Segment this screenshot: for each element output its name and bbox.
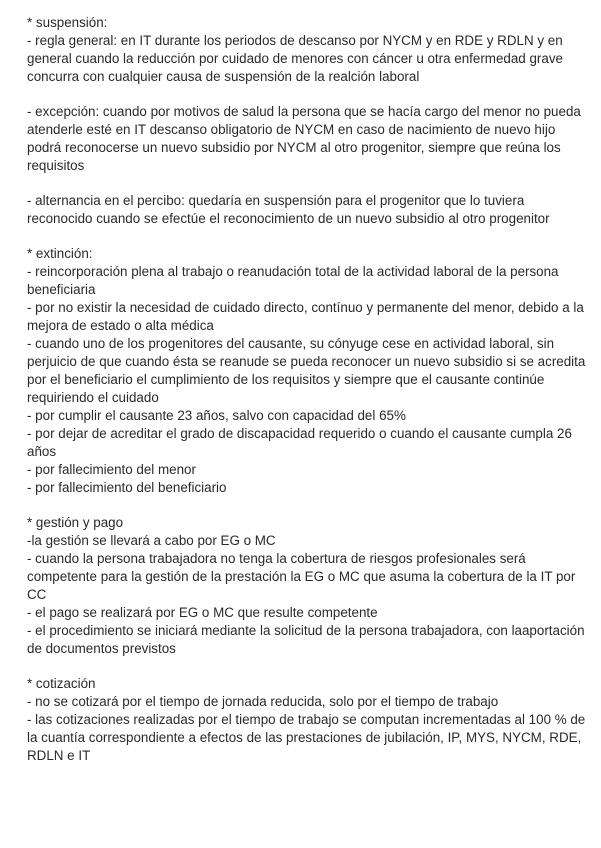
paragraph-line: - por cumplir el causante 23 años, salvo con capacidad del 65% (27, 408, 406, 423)
section-heading: * cotización (27, 676, 96, 691)
paragraph-line: - cuando uno de los progenitores del causante, su cónyuge cese en actividad laboral, sin perjuicio de que cuando ésta se reanude se pueda reconocer un nuevo subsidio si se acredita por el beneficiario el cumplimiento de los requisitos y siempre que el causante continúe requiriendo el cuidado (27, 336, 586, 405)
section-cotizacion (27, 675, 587, 765)
paragraph-line: - por dejar de acreditar el grado de discapacidad requerido o cuando el causante cumpla 26 años (27, 426, 572, 459)
paragraph-group (27, 532, 587, 658)
paragraph-group (27, 693, 587, 765)
section-heading: * suspensión: (27, 15, 108, 30)
section-suspension (27, 14, 587, 228)
paragraph-line: - el procedimiento se iniciará mediante la solicitud de la persona trabajadora, con laaportación de documentos previstos (27, 623, 585, 656)
paragraph-line: - por no existir la necesidad de cuidado directo, contínuo y permanente del menor, debido a la mejora de estado o alta médica (27, 300, 584, 333)
paragraph-group (27, 32, 587, 86)
paragraph-line: - reincorporación plena al trabajo o reanudación total de la actividad laboral de la persona beneficiaria (27, 264, 559, 297)
section-heading: * gestión y pago (27, 515, 124, 530)
paragraph-line: - excepción: cuando por motivos de salud la persona que se hacía cargo del menor no pueda atenderle esté en IT descanso obligatorio de NYCM en caso de nacimiento de nuevo hijo podrá reconocerse un nuevo subsidio por NYCM al otro progenitor, siempre que reúna los requisitos (27, 104, 581, 173)
section-extincion (27, 245, 587, 497)
paragraph-line: - cuando la persona trabajadora no tenga la cobertura de riesgos profesionales será competente para la gestión de la prestación la EG o MC que asuma la cobertura de la IT por CC (27, 551, 576, 602)
paragraph-line: - por fallecimiento del menor (27, 462, 196, 477)
section-gestion-pago (27, 514, 587, 658)
paragraph-line: - regla general: en IT durante los periodos de descanso por NYCM y en RDE y RDLN y en general cuando la reducción por cuidado de menores con cáncer u otra enfermedad grave concurra con cualquier causa de suspensión de la realción laboral (27, 33, 563, 84)
paragraph-line: - alternancia en el percibo: quedaría en suspensión para el progenitor que lo tuviera reconocido cuando se efectúe el reconocimiento de un nuevo subsidio al otro progenitor (27, 193, 550, 226)
paragraph-line: - no se cotizará por el tiempo de jornada reducida, solo por el tiempo de trabajo (27, 694, 499, 709)
paragraph-group (27, 103, 587, 175)
paragraph-group (27, 263, 587, 497)
paragraph-line: - las cotizaciones realizadas por el tiempo de trabajo se computan incrementadas al 100 % de la cuantía correspondiente a efectos de las prestaciones de jubilación, IP, MYS, NYCM, RDE, RDLN e IT (27, 712, 586, 763)
paragraph-line: - el pago se realizará por EG o MC que resulte competente (27, 605, 378, 620)
section-heading: * extinción: (27, 246, 93, 261)
paragraph-group (27, 192, 587, 228)
paragraph-line: -la gestión se llevará a cabo por EG o MC (27, 533, 276, 548)
paragraph-line: - por fallecimiento del beneficiario (27, 480, 227, 495)
document-page (27, 14, 587, 782)
